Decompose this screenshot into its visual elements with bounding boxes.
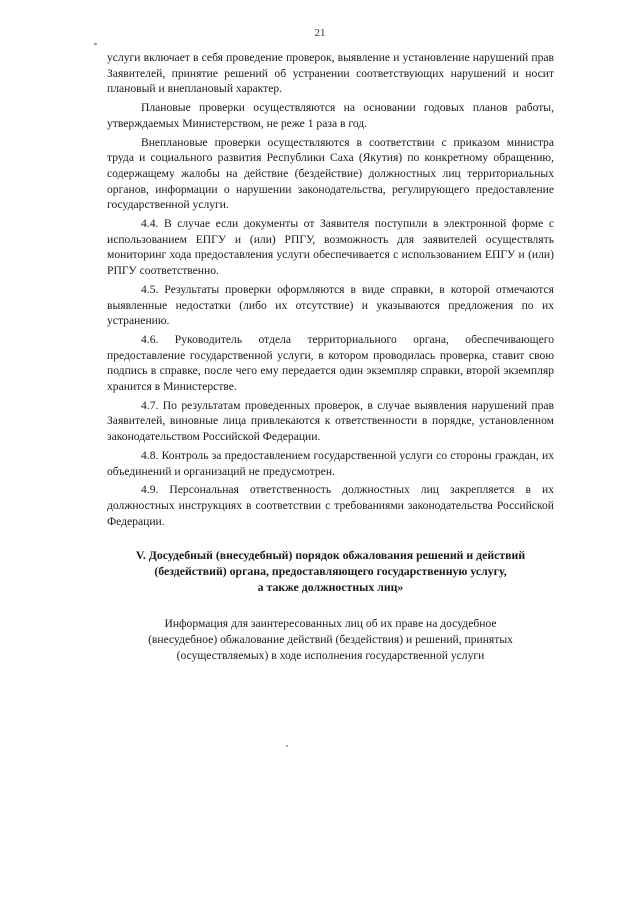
section-heading-line: V. Досудебный (внесудебный) порядок обжалования решений и действий: [135, 548, 526, 562]
section-heading-line: а также должностных лиц»: [257, 580, 404, 594]
section-heading-line: (бездействий) органа, предоставляющего государственную услугу,: [154, 564, 507, 578]
scan-speck: [94, 43, 97, 45]
subsection-heading-line: (осуществляемых) в ходе исполнения государственной услуги: [176, 649, 485, 662]
paragraph: 4.7. По результатам проведенных проверок, в случае выявления нарушений прав Заявителей, виновные лица привлекаются к ответственности в порядке, установленном законодательством Российской Федерации.: [107, 398, 554, 444]
paragraph: услуги включает в себя проведение проверок, выявление и установление нарушений прав Заявителей, принятие решений об устранении соответствующих нарушений и носит плановый и внеплановый характер.: [107, 51, 554, 96]
paragraph: Внеплановые проверки осуществляются в соответствии с приказом министра труда и социального развития Республики Саха (Якутия) по конкретному обращению, содержащему жалобы на действие (бездействие) должностных лиц территориальных органов, информации о нарушении законодательства, регулирующего предоставление государственной услуги.: [107, 135, 554, 212]
subsection-heading-line: (внесудебное) обжалование действий (бездействия) и решений, принятых: [148, 633, 513, 646]
body-text: [107, 50, 554, 532]
paragraph: 4.5. Результаты проверки оформляются в виде справки, в которой отмечаются выявленные недостатки (либо их отсутствие) и указываются предложения по их устранению.: [107, 282, 554, 328]
paragraph: 4.9. Персональная ответственность должностных лиц закрепляется в их должностных инструкциях в соответствии с требованиями законодательства Российской Федерации.: [107, 483, 554, 528]
paragraph: 4.8. Контроль за предоставлением государственной услуги со стороны граждан, их объединений и организаций не предусмотрен.: [107, 448, 554, 478]
subsection-heading-line: Информация для заинтересованных лиц об их праве на досудебное: [164, 617, 497, 630]
paragraph: Плановые проверки осуществляются на основании годовых планов работы, утверждаемых Министерством, не реже 1 раза в год.: [107, 101, 554, 130]
page-number: 21: [314, 27, 326, 39]
subsection-heading: [112, 616, 549, 664]
scan-speck: [286, 745, 288, 747]
paragraph: 4.4. В случае если документы от Заявителя поступили в электронной форме с использованием ЕПГУ и (или) РПГУ, возможность для заявителей осуществлять мониторинг хода предоставления услуги обеспечивается с использованием ЕПГУ и (или) РПГУ соответственно.: [107, 217, 554, 278]
paragraph: 4.6. Руководитель отдела территориального органа, обеспечивающего предоставление государственной услуги, в котором проводилась проверка, ставит свою подпись в справке, после чего ему передается один экземпляр справки, второй экземпляр хранится в Министерстве.: [107, 332, 554, 394]
section-heading: [107, 547, 554, 595]
